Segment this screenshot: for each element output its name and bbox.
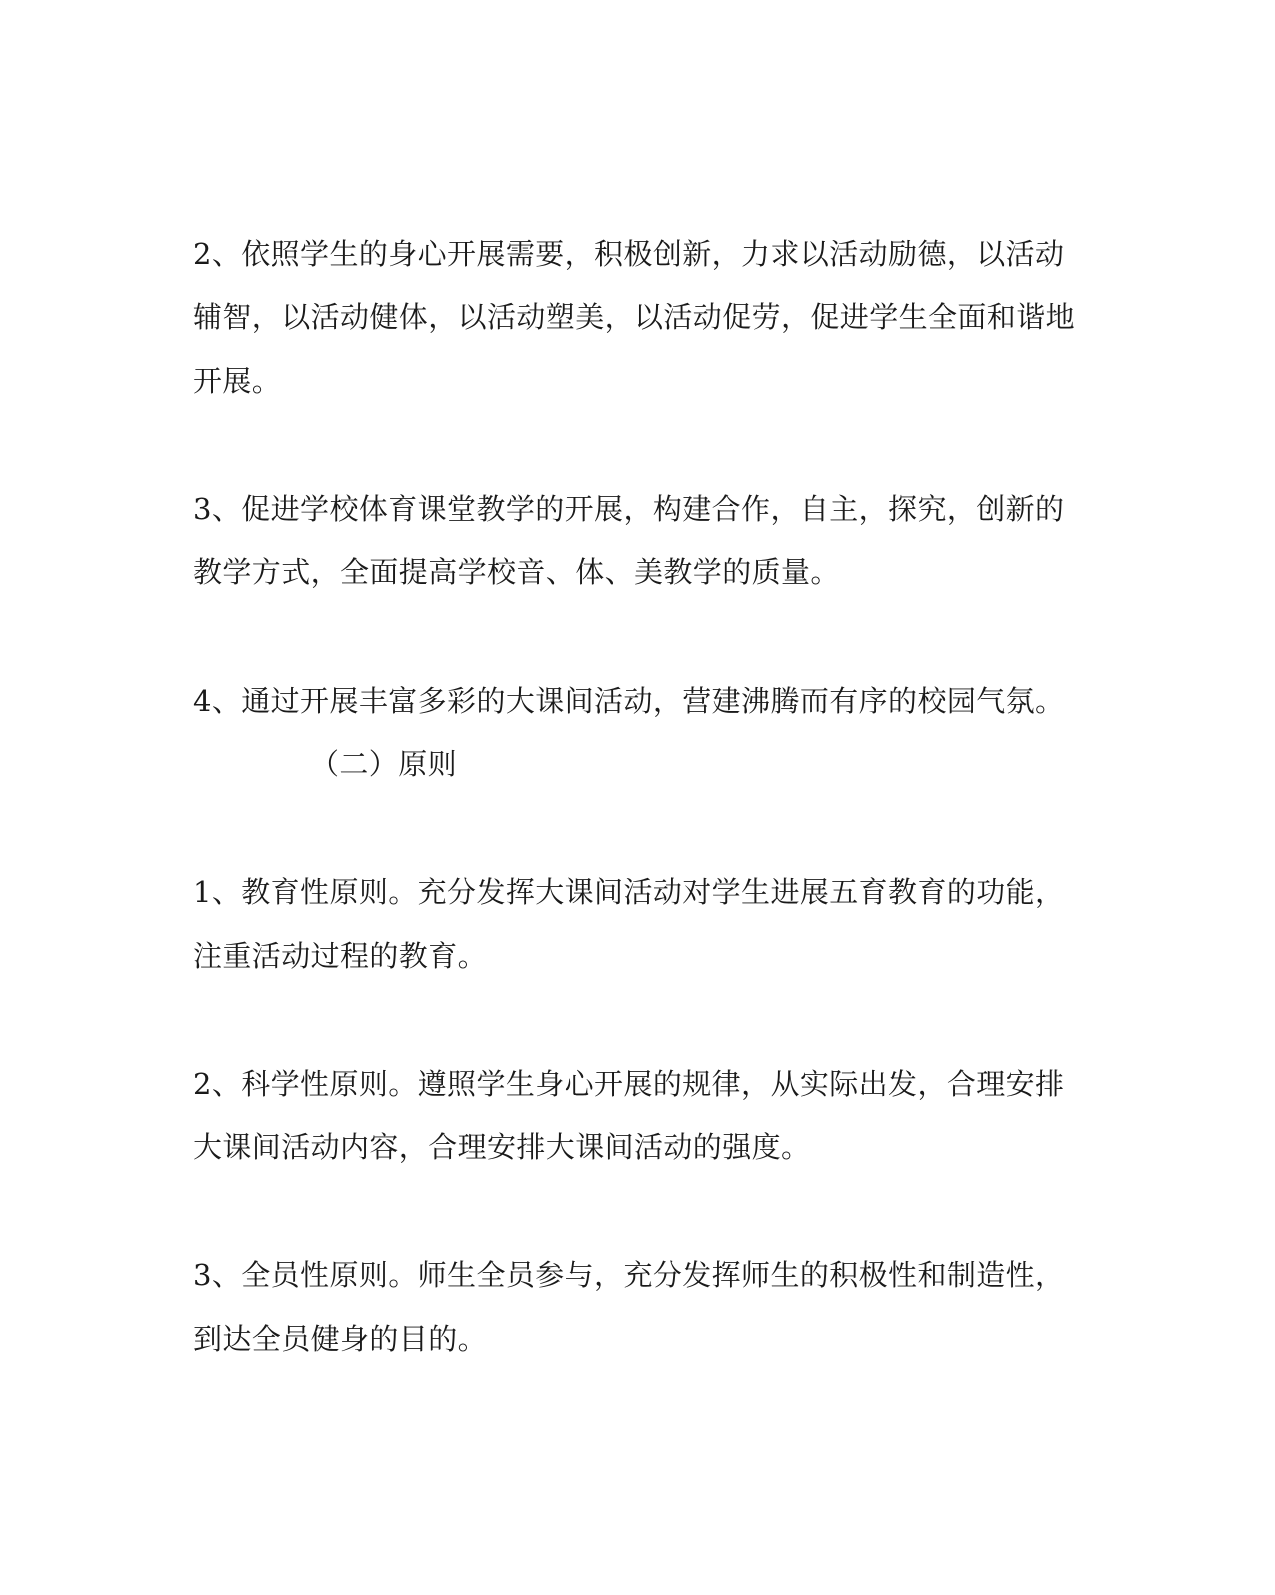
paragraph-line: 大课间活动内容，合理安排大课间活动的强度。: [193, 1130, 811, 1164]
paragraph-line: 4、通过开展丰富多彩的大课间活动，营建沸腾而有序的校园气氛。: [193, 684, 1065, 718]
paragraph-line: 辅智，以活动健体，以活动塑美，以活动促劳，促进学生全面和谐地: [193, 300, 1076, 334]
paragraph-line: 开展。: [193, 364, 282, 398]
paragraph-line: 2、依照学生的身心开展需要，积极创新，力求以活动励德，以活动: [193, 237, 1065, 271]
paragraph-line: 3、促进学校体育课堂教学的开展，构建合作，自主，探究，创新的: [193, 492, 1065, 526]
section-heading: （二）原则: [310, 747, 458, 781]
paragraph-line: 到达全员健身的目的。: [193, 1322, 488, 1356]
paragraph-line: 3、全员性原则。师生全员参与，充分发挥师生的积极性和制造性，: [193, 1258, 1065, 1292]
paragraph-line: 教学方式，全面提高学校音、体、美教学的质量。: [193, 555, 840, 589]
paragraph-line: 2、科学性原则。遵照学生身心开展的规律，从实际出发，合理安排: [193, 1067, 1065, 1101]
paragraph-line: 注重活动过程的教育。: [193, 939, 488, 973]
paragraph-line: 1、教育性原则。充分发挥大课间活动对学生进展五育教育的功能，: [193, 875, 1065, 909]
